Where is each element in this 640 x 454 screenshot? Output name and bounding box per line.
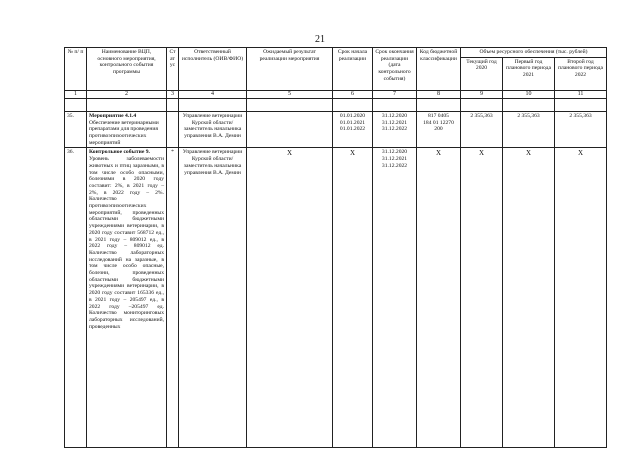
row-funding-2020: Х xyxy=(461,148,503,448)
row-name xyxy=(87,148,167,448)
row-result: Х xyxy=(247,148,333,448)
row-title: Мероприятие 4.1.4 xyxy=(89,112,137,119)
row-funding-2022: Х xyxy=(555,148,607,448)
row-start: 01.01.2020 01.01.2021 01.01.2022 xyxy=(333,111,373,148)
plan-table xyxy=(64,47,607,448)
header-year-plan1: Первый год планового периода 2021 xyxy=(503,57,555,90)
row-kbk: Х xyxy=(417,148,461,448)
row-kbk: 817 0405 184 01 12270 200 xyxy=(417,111,461,148)
column-number: 8 xyxy=(417,90,461,98)
column-number: 10 xyxy=(503,90,555,98)
row-end: 31.12.2020 31.12.2021 31.12.2022 xyxy=(373,148,417,448)
header-status: Статус xyxy=(167,48,179,91)
header-no: № п/ п xyxy=(65,48,87,91)
row-status xyxy=(167,111,179,148)
column-number: 11 xyxy=(555,90,607,98)
table-row xyxy=(65,111,607,148)
row-result xyxy=(247,111,333,148)
row-executor: Управление ветеринарии Курской области/заместитель начальника управления В.А. Демин xyxy=(179,111,247,148)
row-start: Х xyxy=(333,148,373,448)
header-start: Срок начала реализации xyxy=(333,48,373,91)
empty-row xyxy=(65,98,607,111)
page-number: 21 xyxy=(315,34,325,45)
header-name: Наименование ВЦП, основного мероприятия, контрольного события программы xyxy=(87,48,167,91)
header-kbk: Код бюджетной классификации xyxy=(417,48,461,91)
column-number-row xyxy=(65,90,607,98)
header-result: Ожидаемый результат реализации мероприятия xyxy=(247,48,333,91)
row-description: Уровень заболеваемости животных и птиц заразными, в том числе особо опасными, болезнями в 2020 году составит: 2%, в 2021 году – 2%, в 2022 году – 2%. Количество противоэпизоотических мероприятий, проведенных областными бюджетными учреждениями ветеринарии, в 2020 году составит 568712 ед., в 2021 году – 809012 ед., в 2022 году – 809012 ед. Количество лабораторных исследований на заразные, в том числе особо опасные, болезни, проведенных областными бюджетными учреждениями ветеринарии, в 2020 году составит 165336 ед., в 2021 году – 205497 ед., в 2022 году –205497 ед. Количество мониторинговых лабораторных исследований, проведенных xyxy=(89,156,164,330)
row-number: 36. xyxy=(65,148,87,448)
row-executor: Управление ветеринарии Курской области/заместитель начальника управления В.А. Демин xyxy=(179,148,247,448)
row-description: Обеспечение ветеринарными препаратами для проведения противоэпизоотических мероприятий xyxy=(89,119,159,146)
header-year-plan2: Второй год планового периода 2022 xyxy=(555,57,607,90)
header-row xyxy=(65,48,607,58)
row-funding-2022: 2 355,363 xyxy=(555,111,607,148)
row-funding-2021: Х xyxy=(503,148,555,448)
column-number: 6 xyxy=(333,90,373,98)
row-title: Контрольное событие 9. xyxy=(89,149,150,156)
row-funding-2021: 2 355,363 xyxy=(503,111,555,148)
column-number: 4 xyxy=(179,90,247,98)
row-status: * xyxy=(167,148,179,448)
row-end: 31.12.2020 31.12.2021 31.12.2022 xyxy=(373,111,417,148)
column-number: 9 xyxy=(461,90,503,98)
header-executor: Ответственный исполнитель (ОИВ/ФИО) xyxy=(179,48,247,91)
header-funding: Объем ресурсного обеспечения (тыс. рублей) xyxy=(461,48,607,58)
column-number: 5 xyxy=(247,90,333,98)
column-number: 3 xyxy=(167,90,179,98)
column-number: 7 xyxy=(373,90,417,98)
row-name xyxy=(87,111,167,148)
column-number: 2 xyxy=(87,90,167,98)
header-year-current: Текущий год 2020 xyxy=(461,57,503,90)
row-number: 35. xyxy=(65,111,87,148)
header-end: Срок окончания реализации (дата контрольного события) xyxy=(373,48,417,91)
row-funding-2020: 2 355,363 xyxy=(461,111,503,148)
column-number: 1 xyxy=(65,90,87,98)
table-row xyxy=(65,148,607,448)
